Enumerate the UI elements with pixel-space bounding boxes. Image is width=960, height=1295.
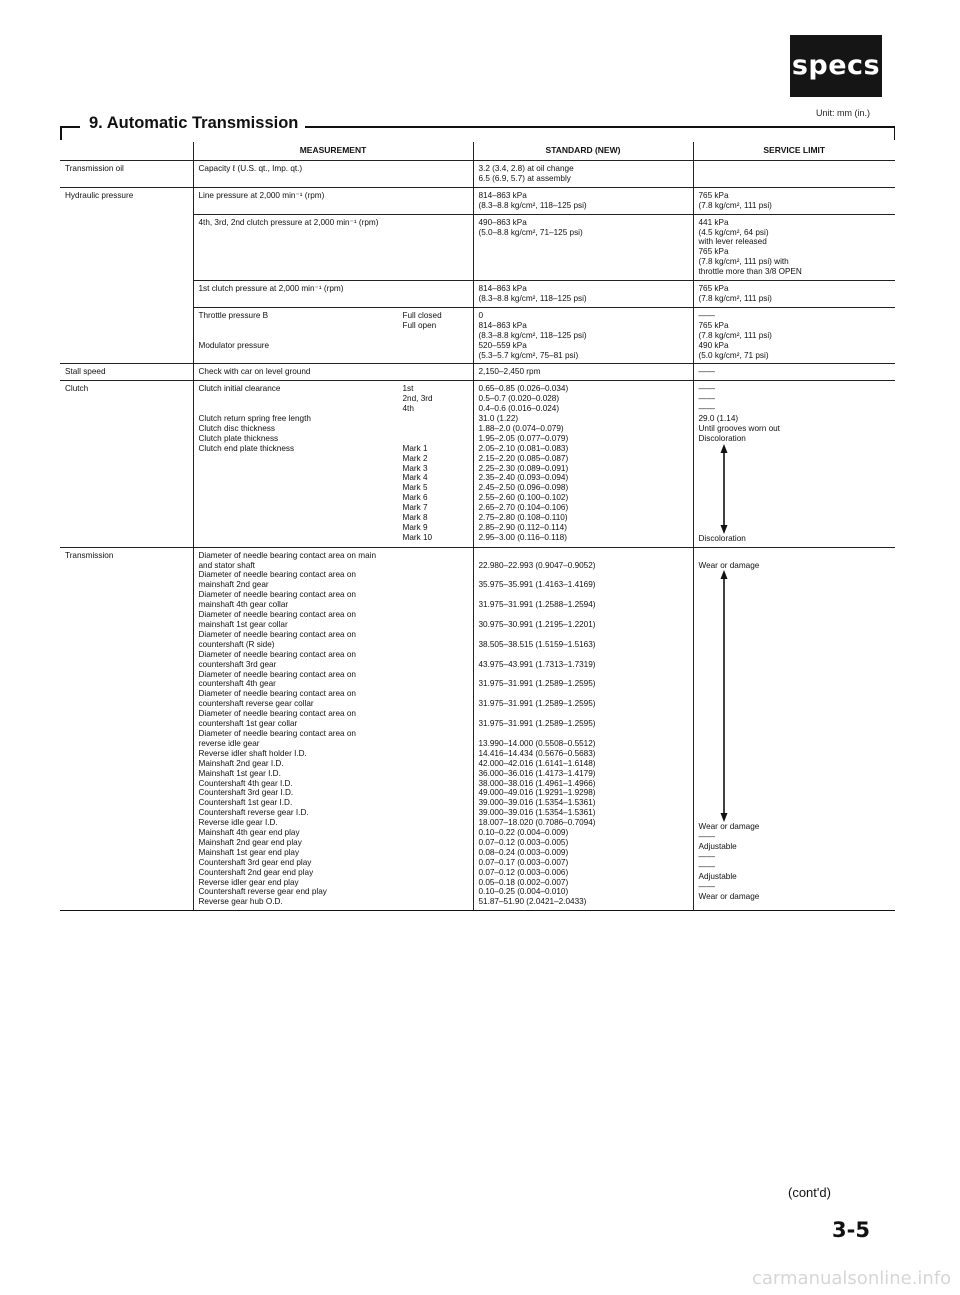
text-line: 0.10–0.22 (0.004–0.009) [478, 828, 569, 838]
limit-cell [693, 381, 895, 547]
text-line: (7.8 kg/cm², 111 psi) with [698, 257, 789, 267]
measurement-cell: Check with car on level ground [193, 364, 473, 381]
specs-badge: specs [790, 35, 882, 97]
text-line: 29.0 (1.14) [698, 414, 739, 424]
text-line: Mark 7 [402, 503, 428, 513]
text-line: mainshaft 1st gear collar [198, 620, 288, 629]
text-line: Mark 5 [402, 483, 428, 493]
limit-top: Wear or damage [698, 560, 760, 570]
text-line: 31.0 (1.22) [478, 414, 519, 424]
text-line: 2.35–2.40 (0.093–0.094) [478, 473, 569, 483]
text-line: Countershaft 3rd gear I.D. [198, 788, 294, 798]
text-line: Clutch return spring free length [198, 414, 311, 424]
text-line: Diameter of needle bearing contact area on [198, 570, 356, 580]
header-item [60, 142, 193, 161]
text-line: Diameter of needle bearing contact area on [198, 709, 356, 719]
text-line [199, 321, 270, 331]
text-line: 2.85–2.90 (0.112–0.114) [478, 523, 567, 532]
text-line: Until grooves worn out [698, 423, 780, 433]
text-line [479, 709, 689, 719]
measurement-cell [193, 381, 473, 547]
text-line: Diameter of needle bearing contact area on [198, 649, 356, 659]
item-cell [60, 307, 193, 364]
text-line: Countershaft 1st gear I.D. [198, 798, 293, 808]
double-arrow-icon [719, 444, 729, 534]
measurement-cell [193, 547, 473, 911]
measurement-cell: 1st clutch pressure at 2,000 min⁻¹ (rpm) [193, 281, 473, 308]
page-number: 3-5 [832, 1218, 870, 1242]
row-stall-speed [60, 364, 895, 381]
text-line: 35.975–35.991 (1.4163–1.4169) [478, 580, 596, 590]
text-line: Throttle pressure B [198, 310, 269, 320]
text-line: Reverse idle gear I.D. [198, 818, 278, 828]
text-line: Reverse idler shaft holder I.D. [198, 748, 307, 758]
text-line: Mark 10 [402, 532, 433, 542]
text-line [479, 650, 689, 660]
text-line: Countershaft 4th gear I.D. [198, 778, 293, 788]
text-line [479, 689, 689, 699]
text-line: 36.000–36.016 (1.4173–1.4179) [478, 768, 596, 778]
text-line: (8.3–8.8 kg/cm², 118–125 psi) [478, 293, 587, 303]
text-line: (5.3–5.7 kg/cm², 75–81 psi) [478, 350, 579, 360]
text-line: 0 [478, 310, 484, 320]
text-line: —— [698, 404, 715, 414]
text-line [403, 424, 469, 434]
measurement-cell: 4th, 3rd, 2nd clutch pressure at 2,000 min⁻¹ (rpm) [193, 214, 473, 280]
text-line: Countershaft 2nd gear end play [198, 867, 314, 877]
text-line: 0.07–0.17 (0.003–0.007) [478, 857, 569, 867]
text-line: (8.3–8.8 kg/cm², 118–125 psi) [478, 200, 587, 210]
text-line: countershaft 1st gear collar [198, 719, 298, 729]
text-line: Reverse idler gear end play [198, 877, 299, 887]
text-line: Mark 1 [402, 443, 428, 453]
title-rule-left-drop [60, 126, 62, 140]
text-line: reverse idle gear [198, 738, 260, 748]
item-cell [60, 281, 193, 308]
text-line: 49.000–49.016 (1.9291–1.9298) [478, 788, 596, 798]
text-line: 0.10–0.25 (0.004–0.010) [478, 887, 569, 897]
text-line: (5.0 kg/cm², 71 psi) [698, 350, 769, 360]
text-line: —— [698, 384, 715, 394]
text-line [199, 331, 270, 341]
text-line: 38.505–38.515 (1.5159–1.5163) [478, 639, 596, 649]
text-line: 2.55–2.60 (0.100–0.102) [478, 493, 569, 503]
standard-cell [473, 381, 693, 547]
text-line: —— [698, 862, 715, 872]
text-line: 30.975–30.991 (1.2195–1.2201) [478, 620, 596, 629]
table-header-row [60, 142, 895, 161]
text-line: Mainshaft 1st gear end play [198, 847, 300, 857]
text-line: Mainshaft 1st gear I.D. [198, 768, 281, 778]
range-arrow [699, 444, 892, 534]
text-line: 2.15–2.20 (0.085–0.087) [478, 453, 569, 463]
text-line [199, 394, 311, 404]
item-cell: Clutch [60, 381, 193, 547]
text-line: 31.975–31.991 (1.2589–1.2595) [478, 679, 596, 689]
text-line: —— [698, 310, 715, 320]
row-line-pressure [60, 187, 895, 214]
limit-cell [693, 187, 895, 214]
text-line: 2.65–2.70 (0.104–0.106) [478, 503, 569, 513]
text-line: 814–863 kPa [478, 284, 527, 294]
text-line: —— [698, 394, 715, 404]
standard-cell [473, 307, 693, 364]
text-line: Mark 8 [402, 513, 428, 523]
text-line: Modulator pressure [198, 340, 270, 350]
text-line: with lever released [698, 237, 767, 247]
text-line: 31.975–31.991 (1.2588–1.2594) [478, 600, 596, 610]
double-arrow-icon [719, 570, 729, 822]
item-cell: Hydraulic pressure [60, 187, 193, 214]
row-clutch-pressure-1st [60, 281, 895, 308]
text-line [479, 670, 689, 680]
text-line: Clutch end plate thickness [198, 443, 295, 453]
measurement-right [403, 311, 469, 351]
standard-cell: 2,150–2,450 rpm [473, 364, 693, 381]
text-line [479, 630, 689, 640]
standard-cell [473, 161, 693, 188]
text-line: (8.3–8.8 kg/cm², 118–125 psi) [478, 330, 587, 340]
text-line: 765 kPa [698, 247, 729, 257]
text-line: (5.0–8.8 kg/cm², 71–125 psi) [478, 227, 583, 237]
text-line: 0.4–0.6 (0.016–0.024) [478, 404, 560, 414]
text-line: 14.416–14.434 (0.5676–0.5683) [478, 748, 596, 758]
text-line: 814–863 kPa [478, 190, 527, 200]
text-line: 2.05–2.10 (0.081–0.083) [478, 443, 569, 453]
text-line: Diameter of needle bearing contact area on [198, 728, 356, 738]
text-line [403, 414, 469, 424]
limit-bottom [699, 822, 892, 901]
text-line: Mainshaft 2nd gear end play [198, 837, 302, 847]
text-line: Adjustable [698, 842, 737, 852]
text-line: (7.8 kg/cm², 111 psi) [698, 200, 772, 210]
text-line: 0.07–0.12 (0.003–0.005) [478, 837, 569, 847]
header-measurement: MEASUREMENT [193, 142, 473, 161]
text-line: Diameter of needle bearing contact area on [198, 669, 356, 679]
text-line: Reverse gear hub O.D. [198, 897, 283, 907]
measurement-right [403, 384, 469, 543]
standard-cell [473, 187, 693, 214]
text-line [403, 434, 469, 444]
text-line: countershaft (R side) [198, 639, 275, 649]
text-line: mainshaft 2nd gear [198, 580, 269, 590]
title-rule-left [60, 126, 80, 128]
text-line: —— [698, 881, 715, 891]
item-cell: Transmission oil [60, 161, 193, 188]
text-line: 765 kPa [698, 320, 729, 330]
text-line: Clutch disc thickness [198, 423, 275, 433]
text-line: 43.975–43.991 (1.7313–1.7319) [478, 659, 596, 669]
text-line: countershaft 3rd gear [198, 659, 277, 669]
item-cell: Transmission [60, 547, 193, 911]
text-line: Clutch plate thickness [198, 433, 279, 443]
text-line: Countershaft 3rd gear end play [198, 857, 312, 867]
row-throttle-modulator [60, 307, 895, 364]
row-transmission [60, 547, 895, 911]
text-line: 2nd, 3rd [402, 394, 433, 404]
continued-label: (cont'd) [788, 1185, 831, 1200]
text-line: 0.07–0.12 (0.003–0.006) [478, 867, 569, 877]
measurement-cell: Line pressure at 2,000 min⁻¹ (rpm) [193, 187, 473, 214]
title-rule-right-drop [894, 126, 896, 140]
text-line: 22.980–22.993 (0.9047–0.9052) [478, 560, 596, 570]
text-line: 814–863 kPa [478, 320, 527, 330]
text-line: 42.000–42.016 (1.6141–1.6148) [478, 758, 596, 768]
text-line: throttle more than 3/8 OPEN [698, 267, 802, 277]
text-line [199, 404, 311, 414]
standard-cell [473, 281, 693, 308]
text-line: Wear or damage [698, 822, 760, 832]
text-line: —— [698, 832, 715, 842]
measurement-cell [193, 307, 473, 364]
text-line: Diameter of needle bearing contact area on [198, 689, 356, 699]
section-title-bar [60, 110, 895, 140]
limit-bottom: Discoloration [698, 533, 746, 543]
text-line: 31.975–31.991 (1.2589–1.2595) [478, 699, 596, 709]
text-line: 2.45–2.50 (0.096–0.098) [478, 483, 569, 493]
text-line: Countershaft reverse gear I.D. [198, 808, 309, 818]
text-line: Diameter of needle bearing contact area on [198, 610, 356, 620]
limit-cell [693, 307, 895, 364]
text-line: Mark 9 [402, 523, 428, 532]
text-line: 0.08–0.24 (0.003–0.009) [478, 847, 569, 857]
text-line: 2.75–2.80 (0.108–0.110) [478, 513, 568, 523]
text-line: Full closed [402, 310, 442, 320]
measurement-left [199, 384, 311, 543]
text-line [479, 729, 689, 739]
text-line: countershaft 4th gear [198, 679, 276, 689]
standard-cell [473, 214, 693, 280]
text-line: Diameter of needle bearing contact area on [198, 629, 356, 639]
text-line: (7.8 kg/cm², 111 psi) [698, 330, 772, 340]
watermark: carmanualsonline.info [752, 1268, 952, 1289]
text-line: and stator shaft [198, 560, 255, 570]
limit-cell [693, 281, 895, 308]
header-standard: STANDARD (NEW) [473, 142, 693, 161]
text-line: Mainshaft 4th gear end play [198, 828, 300, 838]
limit-top [699, 384, 892, 443]
text-line: 13.990–14.000 (0.5508–0.5512) [478, 738, 596, 748]
text-line: Wear or damage [698, 891, 760, 901]
text-line: 39.000–39.016 (1.5354–1.5361) [478, 798, 596, 808]
measurement-cell: Capacity ℓ (U.S. qt., Imp. qt.) [193, 161, 473, 188]
text-line: 520–559 kPa [478, 340, 527, 350]
text-line: 51.87–51.90 (2.0421–2.0433) [478, 897, 587, 907]
limit-cell [693, 161, 895, 188]
text-line: 765 kPa [698, 190, 729, 200]
text-line: 18.007–18.020 (0.7086–0.7094) [478, 818, 596, 828]
text-line: countershaft reverse gear collar [198, 699, 314, 709]
text-line: 39.000–39.016 (1.5354–1.5361) [478, 808, 596, 818]
range-arrow [699, 570, 892, 822]
unit-label: Unit: mm (in.) [816, 108, 870, 118]
text-line: 0.05–0.18 (0.002–0.007) [478, 877, 569, 887]
text-line: 0.5–0.7 (0.020–0.028) [478, 394, 560, 404]
text-line: 1.95–2.05 (0.077–0.079) [478, 433, 569, 443]
text-line: 3.2 (3.4, 2.8) at oil change [478, 164, 574, 173]
limit-cell [693, 214, 895, 280]
item-cell: Stall speed [60, 364, 193, 381]
text-line: Mark 6 [402, 493, 428, 503]
text-line: —— [698, 852, 715, 862]
text-line: Mark 4 [402, 473, 428, 483]
text-line: 2.25–2.30 (0.089–0.091) [478, 463, 569, 473]
text-line: 4th [402, 404, 414, 414]
text-line: Diameter of needle bearing contact area on [198, 590, 356, 600]
text-line [479, 590, 689, 600]
text-line: 2.95–3.00 (0.116–0.118) [478, 532, 567, 542]
text-line: mainshaft 4th gear collar [198, 600, 289, 610]
header-service-limit: SERVICE LIMIT [693, 142, 895, 161]
text-line: Diameter of needle bearing contact area on main [198, 550, 377, 560]
text-line: 765 kPa [698, 284, 729, 294]
text-line: Clutch initial clearance [198, 384, 281, 394]
text-line: Mark 3 [402, 463, 428, 473]
item-cell [60, 214, 193, 280]
spec-table [60, 142, 895, 911]
text-line [479, 551, 689, 561]
text-line: 38.000–38.016 (1.4961–1.4966) [478, 778, 596, 788]
text-line: Countershaft reverse gear end play [198, 887, 327, 897]
text-line: (7.8 kg/cm², 111 psi) [698, 293, 772, 303]
limit-cell: —— [693, 364, 895, 381]
text-line: 6.5 (6.9, 5.7) at assembly [478, 173, 571, 183]
text-line: 490–863 kPa [478, 217, 527, 227]
standard-cell [473, 547, 693, 911]
title-rule-right [305, 126, 895, 128]
text-line: Full open [402, 320, 437, 330]
text-line: 490 kPa [698, 340, 729, 350]
text-line: (4.5 kg/cm², 64 psi) [698, 227, 769, 237]
limit-cell [693, 547, 895, 911]
text-line: 1.88–2.0 (0.074–0.079) [478, 423, 564, 433]
text-line: Adjustable [698, 871, 737, 881]
text-line: Discoloration [698, 433, 746, 443]
row-clutch-pressure-432 [60, 214, 895, 280]
text-line: Mark 2 [402, 453, 428, 463]
row-transmission-oil [60, 161, 895, 188]
text-line [479, 610, 689, 620]
section-title: 9. Automatic Transmission [89, 114, 299, 132]
text-line: 1st [402, 384, 414, 394]
text-line [479, 570, 689, 580]
measurement-left [199, 311, 270, 351]
text-line: Mainshaft 2nd gear I.D. [198, 758, 284, 768]
text-line: 31.975–31.991 (1.2589–1.2595) [478, 719, 596, 729]
text-line: 441 kPa [698, 217, 729, 227]
text-line: 0.65–0.85 (0.026–0.034) [478, 384, 569, 394]
row-clutch [60, 381, 895, 547]
